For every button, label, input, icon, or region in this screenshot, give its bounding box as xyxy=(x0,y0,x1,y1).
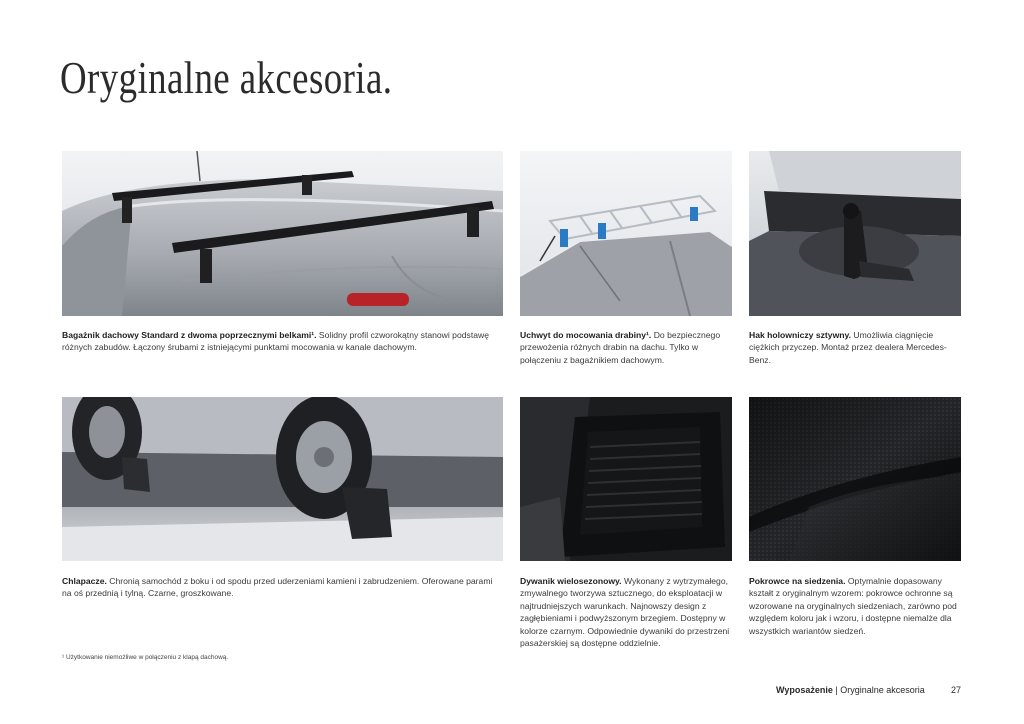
caption-mud-flaps xyxy=(62,575,504,600)
caption-tow-hook xyxy=(749,329,961,366)
caption-seat-covers-text: Optymalnie dopasowany kształt z oryginalnym wzorem: pokrowce ochronne są wzorowane na oryginalnych siedzeniach, zarówno pod względem koloru jak i wzoru, i dostępne niemalże dla wszystkich wariantów siedzeń. xyxy=(749,576,957,636)
footer-breadcrumb xyxy=(776,685,925,695)
footer-section: Wyposażenie xyxy=(776,685,833,695)
caption-roof-rack-text: Solidny profil czworokątny stanowi podstawę różnych zabudów. Łączony śrubami z istniejącymi punktami mocowania w kanale dachowym. xyxy=(62,330,489,353)
caption-ladder-holder-heading: Uchwyt do mocowania drabiny¹. xyxy=(520,330,652,340)
caption-seat-covers-heading: Pokrowce na siedzenia. xyxy=(749,576,846,586)
footer-separator: | xyxy=(835,685,838,695)
caption-floor-mat-heading: Dywanik wielosezonowy. xyxy=(520,576,622,586)
roof-rack-photo xyxy=(62,151,503,316)
caption-floor-mat-text: Wykonany z wytrzymałego, zmywalnego tworzywa sztucznego, do eksploatacji w najtrudniejszych warunkach. Najnowszy design z zagłębieniami i podwyższonym brzegiem. Dostępny w kolorze czarnym. Odpowiednie dywaniki do przestrzeni pasażerskiej są dostępne oddzielnie. xyxy=(520,576,730,649)
caption-ladder-holder-text: Do bezpiecznego przewożenia różnych drabin na dachu. Tylko w połączeniu z bagażnikiem dachowym. xyxy=(520,330,721,365)
caption-mud-flaps-heading: Chlapacze. xyxy=(62,576,107,586)
ladder-holder-photo xyxy=(520,151,732,316)
floor-mat-photo xyxy=(520,397,732,561)
page-title: Oryginalne akcesoria. xyxy=(60,53,393,103)
page-number: 27 xyxy=(951,685,962,695)
caption-roof-rack-heading: Bagażnik dachowy Standard z dwoma poprzecznymi belkami¹. xyxy=(62,330,317,340)
caption-tow-hook-heading: Hak holowniczy sztywny. xyxy=(749,330,852,340)
tow-hook-photo xyxy=(749,151,961,316)
seat-covers-photo xyxy=(749,397,961,561)
caption-roof-rack xyxy=(62,329,502,354)
caption-tow-hook-text: Umożliwia ciągnięcie ciężkich przyczep. Montaż przez dealera Mercedes-Benz. xyxy=(749,330,947,365)
caption-ladder-holder xyxy=(520,329,732,366)
caption-seat-covers xyxy=(749,575,961,637)
mud-flaps-photo xyxy=(62,397,503,561)
caption-mud-flaps-text: Chronią samochód z boku i od spodu przed uderzeniami kamieni i zabrudzeniem. Oferowane parami na oś przednią i tylną. Czarne, groszkowane. xyxy=(62,576,493,599)
footer-subsection: Oryginalne akcesoria xyxy=(840,685,925,695)
footnote: ¹ Użytkowanie niemożliwe w połączeniu z klapą dachową. xyxy=(62,654,229,661)
caption-floor-mat xyxy=(520,575,732,649)
